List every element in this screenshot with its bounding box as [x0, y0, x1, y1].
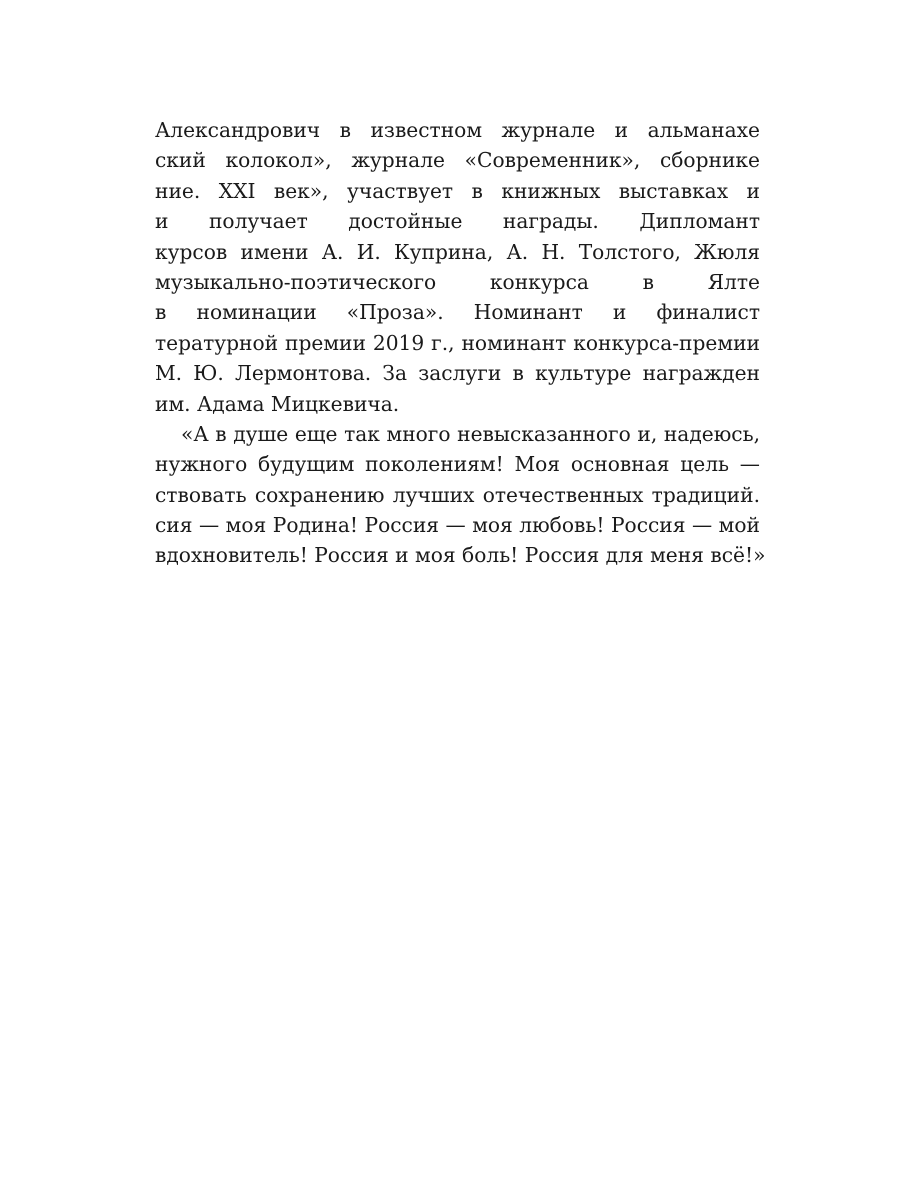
text-line: тературной премии 2019 г., номинант конкурса-премии: [155, 330, 760, 355]
text-line: ствовать сохранению лучших отечественных традиций.: [155, 482, 760, 507]
body-text: [155, 115, 766, 571]
text-line: сия — моя Родина! Россия — моя любовь! Россия — мой: [155, 513, 760, 538]
text-line: музыкально-поэтического конкурса в Ялте: [155, 269, 760, 294]
text-line: ние. XXI век», участвует в книжных выставках и: [155, 178, 760, 203]
paragraph-quote: [155, 419, 766, 571]
text-line: М. Ю. Лермонтова. За заслуги в культуре награжден: [155, 361, 760, 386]
text-line: ский колокол», журнале «Современник», сборнике: [155, 148, 760, 173]
text-line: «А в душе еще так много невысказанного и, надеюсь,: [181, 421, 760, 446]
text-line: в номинации «Проза». Номинант и финалист: [155, 300, 760, 325]
text-line: им. Адама Мицкевича.: [155, 391, 400, 416]
text-line: курсов имени А. И. Куприна, А. Н. Толстого, Жюля: [155, 239, 760, 264]
text-line: и получает достойные награды. Дипломант: [155, 209, 760, 234]
paragraph-biography: [155, 115, 760, 419]
text-line: Александрович в известном журнале и альманахе: [155, 118, 760, 142]
text-line: нужного будущим поколениям! Моя основная цель —: [155, 452, 760, 477]
text-line: вдохновитель! Россия и моя боль! Россия для меня всё!»: [155, 543, 766, 568]
